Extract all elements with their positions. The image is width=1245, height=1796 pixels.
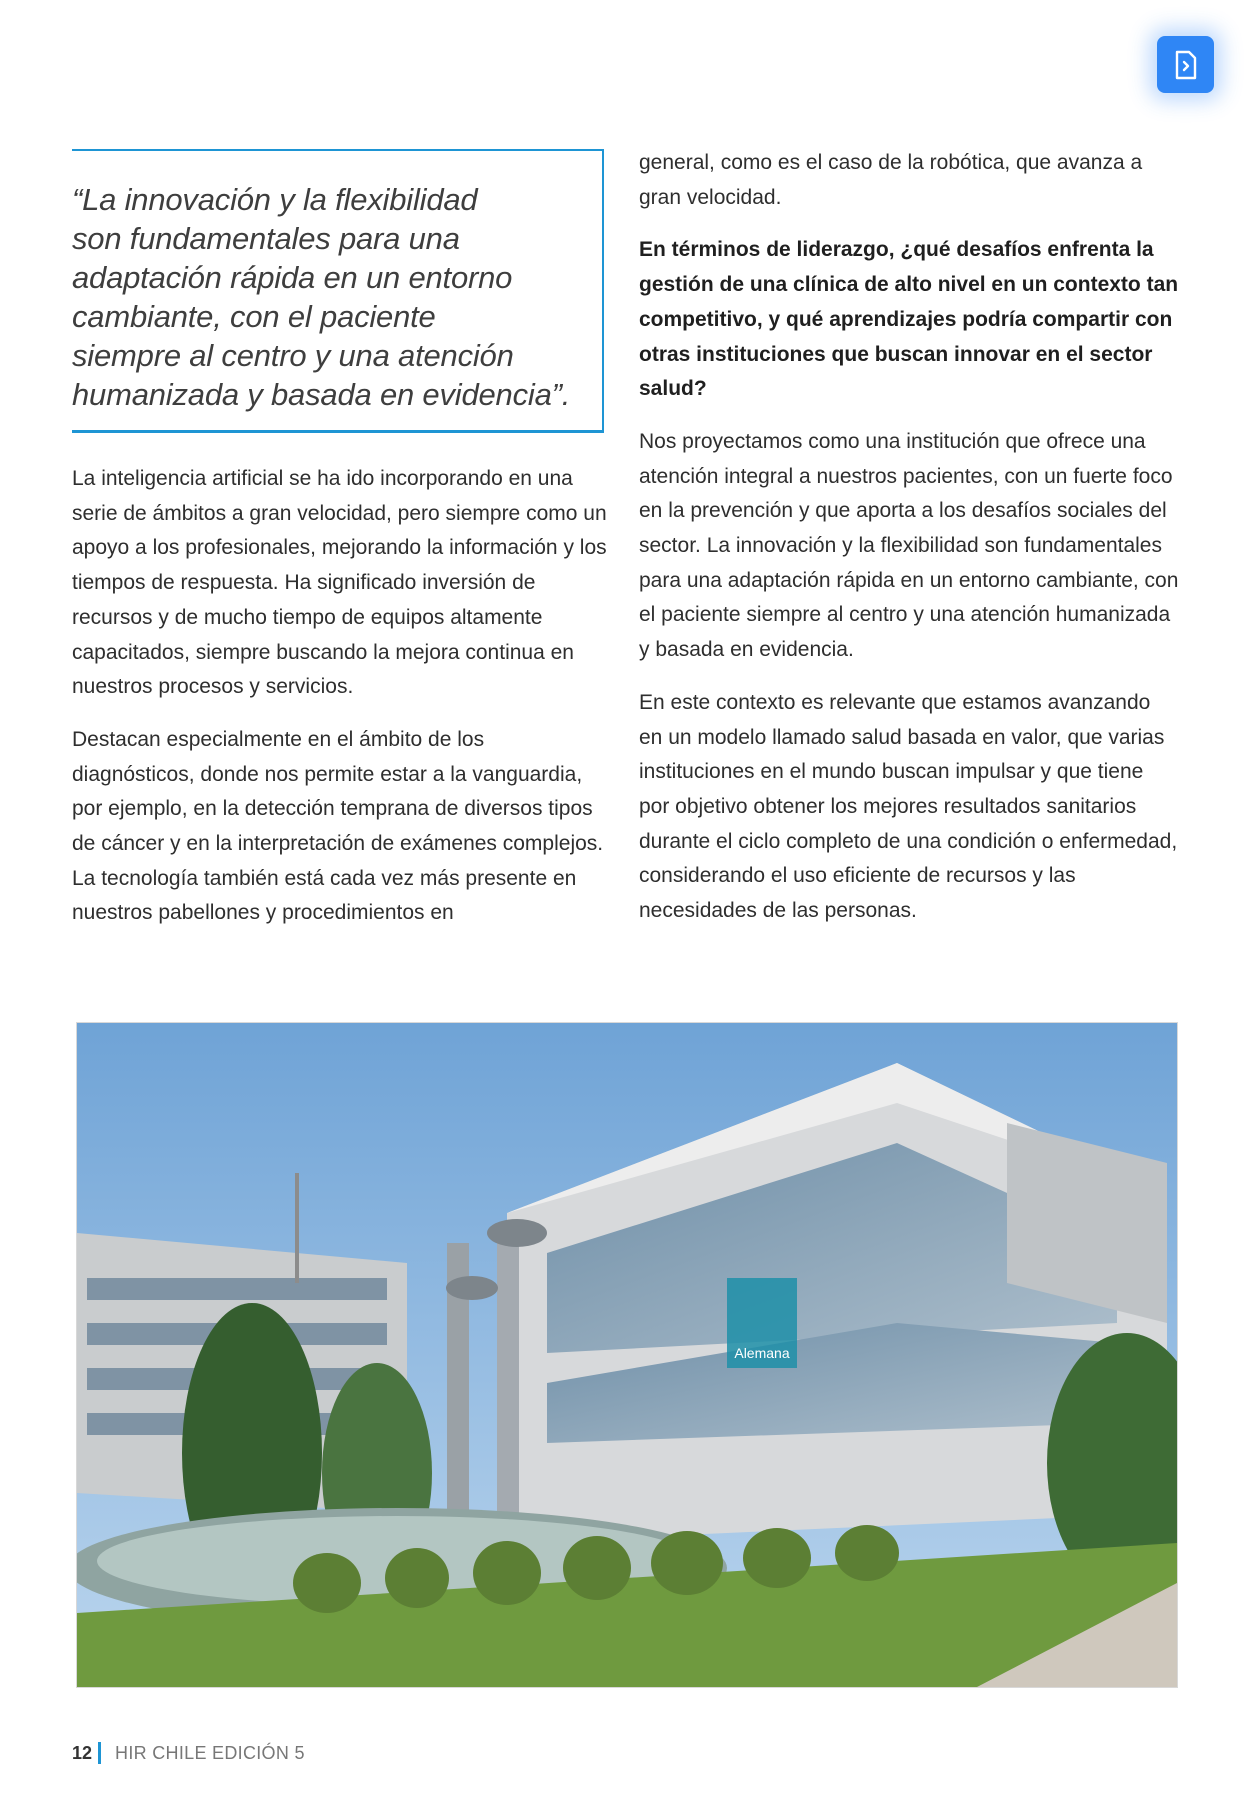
pull-quote-line: son fundamentales para una <box>72 221 460 256</box>
interview-question: En términos de liderazgo, ¿qué desafíos enfrenta la gestión de una clínica de alto nivel en un contexto tan competitivo, y qué aprendizajes podría compartir con otras instituciones que buscan innovar en el sector salud? <box>639 238 1179 401</box>
body-paragraph: Nos proyectamos como una institución que ofrece una atención integral a nuestros pacientes, con un fuerte foco en la prevención y que aporta a los desafíos sociales del sector. La innovación y la flexibilidad son fundamentales para una adaptación rápida en un entorno cambiante, con el paciente siempre al centro y una atención humanizada y basada en evidencia. <box>639 429 1179 662</box>
left-column <box>72 462 612 949</box>
clinic-building-photo <box>76 1022 1178 1688</box>
clinic-sign-text: Alemana <box>734 1345 790 1361</box>
document-button[interactable] <box>1157 36 1214 93</box>
pull-quote-line: adaptación rápida en un entorno <box>72 260 513 295</box>
body-paragraph-continuation: general, como es el caso de la robótica, que avanza a gran velocidad. <box>639 151 1143 209</box>
document-arrow-icon <box>1173 50 1199 80</box>
body-paragraph: En este contexto es relevante que estamos avanzando en un modelo llamado salud basada en valor, que varias instituciones en el mundo buscan impulsar y que tiene por objetivo obtener los mejores resultados sanitarios durante el ciclo completo de una condición o enfermedad, considerando el uso eficiente de recursos y las necesidades de las personas. <box>639 690 1178 923</box>
body-paragraph: Destacan especialmente en el ámbito de los diagnósticos, donde nos permite estar a la vanguardia, por ejemplo, en la detección temprana de diversos tipos de cáncer y en la interpretación de exámenes complejos. La tecnología también está cada vez más presente en nuestros pabellones y procedimientos en <box>72 727 604 925</box>
footer-divider <box>98 1742 101 1764</box>
page-footer <box>72 1742 305 1764</box>
page-number: 12 <box>72 1742 93 1763</box>
pull-quote-line: siempre al centro y una atención <box>72 338 514 373</box>
pull-quote-line: “La innovación y la flexibilidad <box>72 182 478 217</box>
publication-name: HIR CHILE EDICIÓN 5 <box>115 1742 305 1763</box>
right-column <box>639 146 1179 947</box>
pull-quote-line: cambiante, con el paciente <box>72 299 436 334</box>
pull-quote <box>72 180 592 414</box>
pull-quote-line: humanizada y basada en evidencia”. <box>72 377 571 412</box>
body-paragraph: La inteligencia artificial se ha ido incorporando en una serie de ámbitos a gran velocidad, pero siempre como un apoyo a los profesionales, mejorando la información y los tiempos de respuesta. Ha significado inversión de recursos y de mucho tiempo de equipos altamente capacitados, siempre buscando la mejora continua en nuestros procesos y servicios. <box>72 467 607 699</box>
